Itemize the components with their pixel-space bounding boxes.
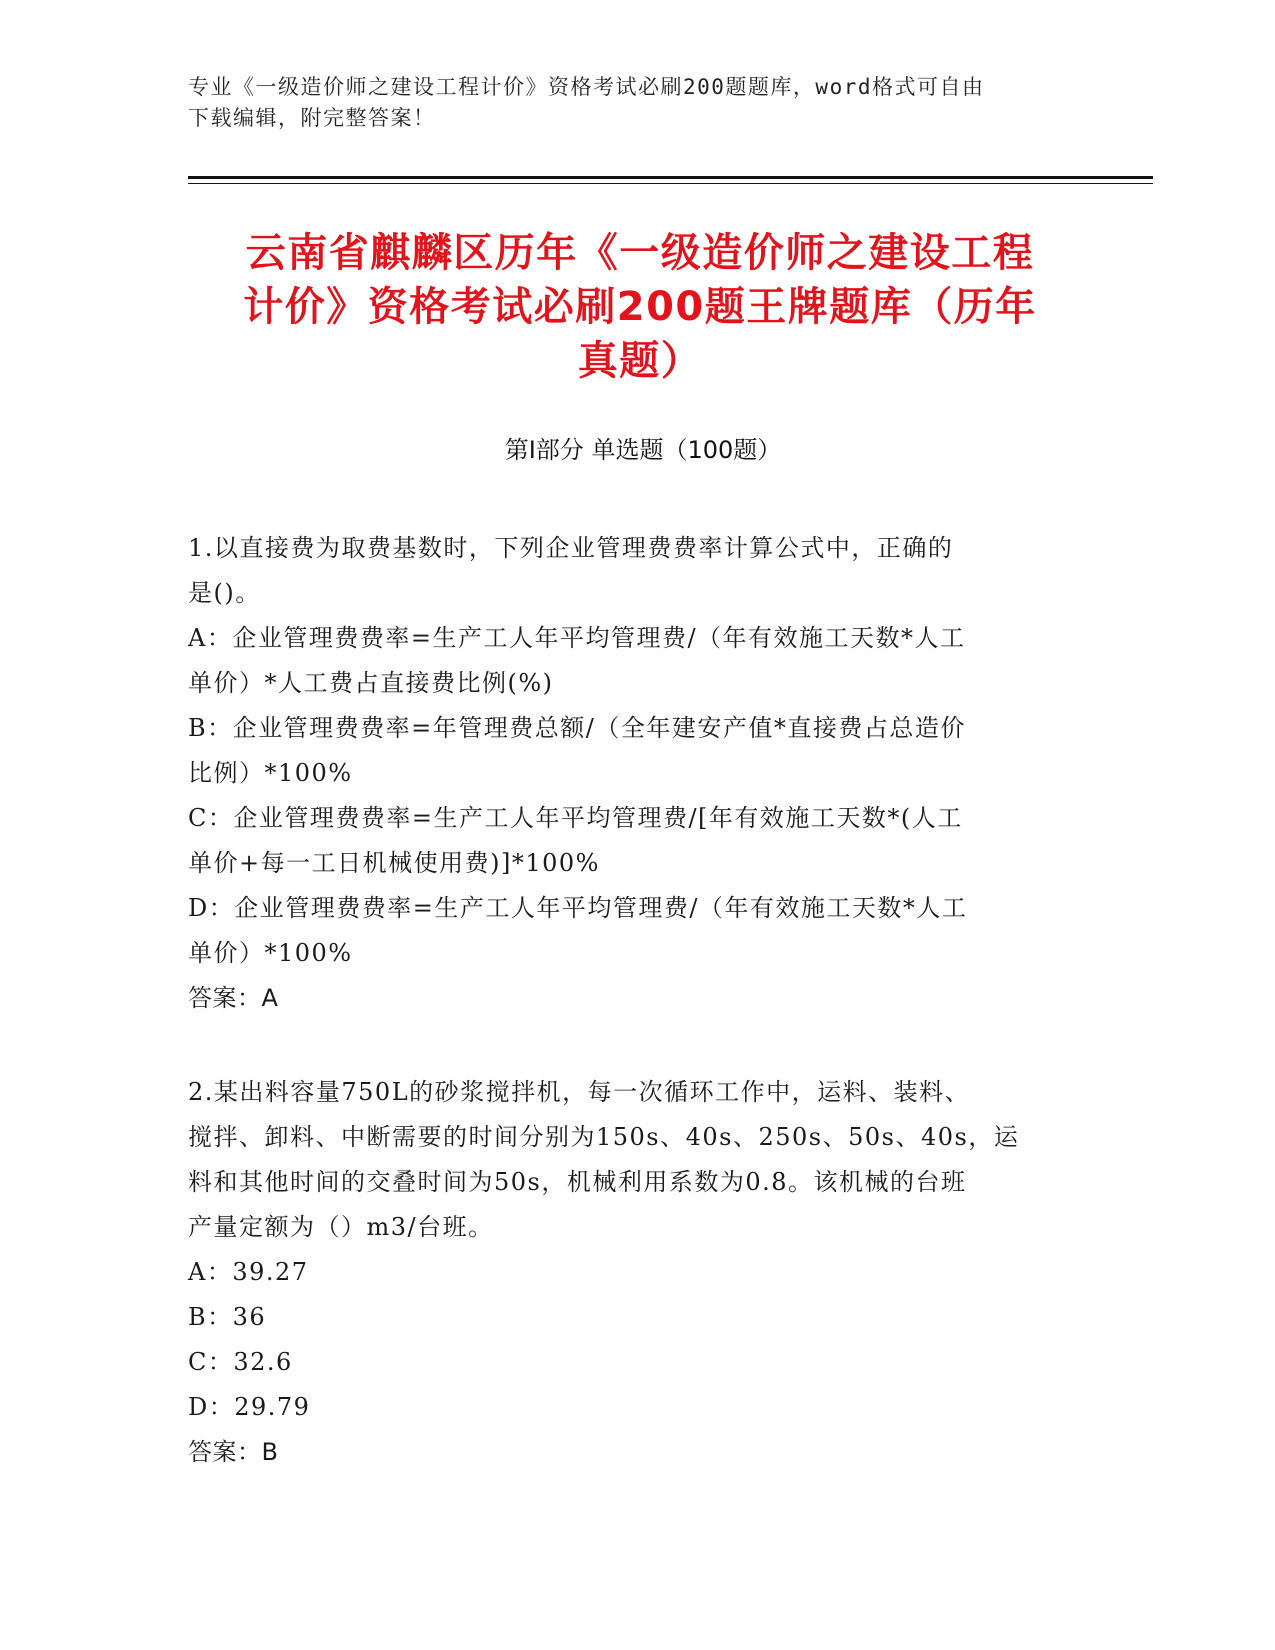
option-line: A：企业管理费费率=生产工人年平均管理费/（年有效施工天数*人工 [188,624,966,652]
question-stem-line: 产量定额为（）m3/台班。 [188,1213,494,1241]
section-title: 第Ⅰ部分 单选题（100题） [504,436,782,464]
question-stem-line: 1.以直接费为取费基数时，下列企业管理费费率计算公式中，正确的 [188,534,954,562]
option-line: C：32.6 [188,1348,293,1376]
title-line: 计价》资格考试必刷200题王牌题库（历年 [243,284,1037,330]
option-line: A：39.27 [188,1258,309,1286]
header-divider-thin [188,183,1153,184]
title-line: 云南省麒麟区历年《一级造价师之建设工程 [245,230,1035,276]
answer-line: 答案：B [188,1438,279,1466]
question-stem-line: 2.某出料容量750L的砂浆搅拌机，每一次循环工作中，运料、装料、 [188,1078,971,1106]
option-line: B：企业管理费费率=年管理费总额/（全年建安产值*直接费占总造价 [188,714,966,742]
header-note-line: 下载编辑，附完整答案！ [188,106,436,130]
answer-line: 答案：A [188,984,279,1012]
question-stem-line: 料和其他时间的交叠时间为50s，机械利用系数为0.8。该机械的台班 [188,1168,967,1196]
option-line: B：36 [188,1303,267,1331]
title-line: 真题） [577,338,703,384]
option-line: D：企业管理费费率=生产工人年平均管理费/（年有效施工天数*人工 [188,894,968,922]
question-1 [188,526,1088,1021]
question-stem-line: 搅拌、卸料、中断需要的时间分别为150s、40s、250s、50s、40s，运 [188,1123,1020,1151]
question-stem-line: 是()。 [188,579,261,607]
header-note-line: 专业《一级造价师之建设工程计价》资格考试必刷200题题库，word格式可自由 [188,75,985,99]
option-line: C：企业管理费费率=生产工人年平均管理费/[年有效施工天数*(人工 [188,804,963,832]
option-line: 单价）*100% [188,939,353,967]
header-divider-thick [188,176,1153,179]
document-title [160,226,1120,388]
option-line: 单价+每一工日机械使用费)]*100% [188,849,600,877]
option-line: D：29.79 [188,1393,311,1421]
header-note [188,72,1068,134]
question-2 [188,1070,1088,1475]
option-line: 比例）*100% [188,759,353,787]
option-line: 单价）*人工费占直接费比例(%) [188,669,554,697]
